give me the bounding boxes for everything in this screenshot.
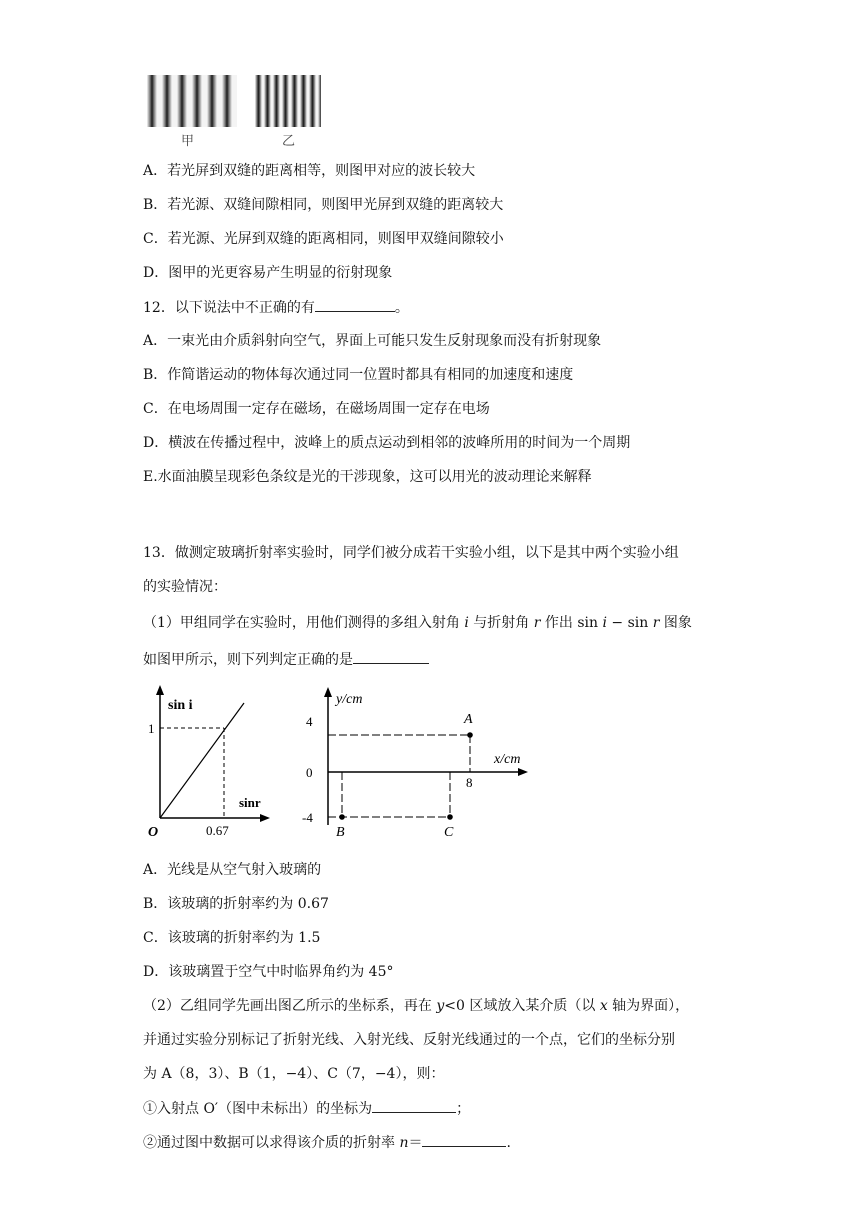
q13-option-b: B．该玻璃的折射率约为 0.67 bbox=[143, 896, 329, 912]
q13-option-c: C．该玻璃的折射率约为 1.5 bbox=[143, 930, 321, 946]
graph-jia-sin-i-sin-r bbox=[140, 683, 280, 843]
graph-yi-tick-4: 4 bbox=[306, 714, 313, 729]
graph-jia-tick-067: 0.67 bbox=[206, 823, 229, 838]
q13-part2-text-a: （2）乙组同学先画出图乙所示的坐标系，再在 bbox=[143, 998, 437, 1014]
graph-yi-coordinate-system bbox=[298, 683, 543, 843]
graph-jia-origin-label: O bbox=[148, 825, 159, 840]
q13-stem-line1: 13．做测定玻璃折射率实验时，同学们被分成若干实验小组，以下是其中两个实验小组 bbox=[143, 545, 679, 561]
q12-option-b: B．作简谐运动的物体每次通过同一位置时都具有相同的加速度和速度 bbox=[143, 367, 574, 383]
q13-part1-text-d: − sin bbox=[606, 615, 653, 631]
q13-part1-line2-text: 如图甲所示，则下列判定正确的是 bbox=[143, 652, 353, 668]
graph-yi-point-a bbox=[467, 732, 473, 738]
graph-yi-x-arrow bbox=[518, 768, 528, 776]
graph-yi-label-b: B bbox=[336, 825, 345, 840]
q13-var-r2: r bbox=[652, 615, 660, 631]
graph-jia-x-label: sinr bbox=[239, 795, 261, 810]
q13-part1-text-c: 作出 sin bbox=[540, 615, 603, 631]
q11-option-c: C．若光源、光屏到双缝的距离相同，则图甲双缝间隙较小 bbox=[143, 231, 504, 247]
q13-var-i2: i bbox=[602, 615, 607, 631]
q12-stem-end: 。 bbox=[394, 300, 409, 316]
fringe-pattern-jia bbox=[147, 75, 237, 127]
graph-yi-y-arrow bbox=[324, 687, 332, 697]
q13-sub2-equals: ＝ bbox=[408, 1135, 423, 1151]
q13-sub1 bbox=[143, 1098, 470, 1119]
fringe-pattern-yi bbox=[255, 75, 321, 127]
graph-yi-point-b bbox=[339, 814, 345, 820]
q13-sub2-answer-blank[interactable] bbox=[422, 1132, 506, 1147]
q13-part2-line2: 并通过实验分别标记了折射光线、入射光线、反射光线通过的一个点，它们的坐标分别 bbox=[143, 1032, 675, 1048]
q13-part1-answer-blank[interactable] bbox=[353, 649, 429, 664]
graph-jia-tick-1: 1 bbox=[148, 721, 155, 736]
q13-option-d: D．该玻璃置于空气中时临界角约为 45° bbox=[143, 964, 394, 980]
q13-part1-text-b: 与折射角 bbox=[468, 615, 534, 631]
graph-jia-y-arrow bbox=[156, 685, 164, 695]
q13-part2-line1 bbox=[143, 996, 689, 1016]
q12-option-c: C．在电场周围一定存在磁场，在磁场周围一定存在电场 bbox=[143, 401, 490, 417]
q13-part2-text-c: 轴为界面）， bbox=[607, 998, 690, 1014]
q13-part2-var-y: y bbox=[436, 998, 445, 1014]
q13-part1-text-a: （1）甲组同学在实验时，用他们测得的多组入射角 bbox=[143, 615, 465, 631]
q13-part1-line1 bbox=[143, 613, 692, 633]
q13-part1-line2 bbox=[143, 649, 429, 670]
q12-option-a: A．一束光由介质斜射向空气，界面上可能只发生反射现象而没有折射现象 bbox=[143, 333, 602, 349]
q13-sub2-var-n: n bbox=[399, 1135, 409, 1151]
graph-yi-label-c: C bbox=[444, 825, 454, 840]
graph-jia-y-label: sin i bbox=[168, 698, 193, 713]
q13-sub1-text: ①入射点 O′（图中未标出）的坐标为 bbox=[143, 1101, 373, 1117]
q13-sub1-end: ； bbox=[456, 1101, 471, 1117]
graph-yi-tick-0: 0 bbox=[306, 765, 313, 780]
fringe-label-jia: 甲 bbox=[181, 134, 195, 149]
q13-sub1-answer-blank[interactable] bbox=[372, 1098, 456, 1113]
graph-yi-tick-minus4: -4 bbox=[302, 810, 313, 825]
q13-sub2-text: ②通过图中数据可以求得该介质的折射率 bbox=[143, 1135, 400, 1151]
q13-var-r: r bbox=[533, 615, 541, 631]
graph-jia-x-arrow bbox=[260, 814, 270, 822]
graph-yi-x-label: x/cm bbox=[494, 752, 521, 767]
q12-stem bbox=[143, 297, 409, 318]
q11-option-a: A．若光屏到双缝的距离相等，则图甲对应的波长较大 bbox=[143, 163, 476, 179]
q13-stem-line2: 的实验情况： bbox=[143, 579, 227, 595]
q13-part1-text-e: 图象 bbox=[659, 615, 692, 631]
fringe-label-yi: 乙 bbox=[282, 134, 296, 149]
q13-option-a: A．光线是从空气射入玻璃的 bbox=[143, 862, 322, 878]
q12-stem-text: 12．以下说法中不正确的有 bbox=[143, 300, 315, 316]
q13-part2-line3: 为 A（8，3）、B（1，−4）、C（7，−4），则： bbox=[143, 1066, 445, 1082]
graph-yi-y-label: y/cm bbox=[336, 692, 363, 707]
q13-part2-var-x: x bbox=[599, 998, 608, 1014]
q13-var-i: i bbox=[464, 615, 469, 631]
graph-yi-point-c bbox=[447, 814, 453, 820]
q12-option-e: E.水面油膜呈现彩色条纹是光的干涉现象，这可以用光的波动理论来解释 bbox=[143, 469, 592, 485]
q13-part2-text-b: <0 区域放入某介质（以 bbox=[444, 998, 600, 1014]
q12-option-d: D．横波在传播过程中，波峰上的质点运动到相邻的波峰所用的时间为一个周期 bbox=[143, 435, 631, 451]
q11-option-b: B．若光源、双缝间隙相同，则图甲光屏到双缝的距离较大 bbox=[143, 197, 504, 213]
q13-sub2 bbox=[143, 1132, 511, 1153]
graph-yi-label-a: A bbox=[464, 712, 473, 727]
q13-sub2-end: . bbox=[506, 1135, 511, 1151]
graph-yi-tick-8: 8 bbox=[466, 775, 473, 790]
q11-option-d: D．图甲的光更容易产生明显的衍射现象 bbox=[143, 265, 393, 281]
q12-answer-blank[interactable] bbox=[315, 297, 395, 312]
graph-jia-data-line bbox=[160, 703, 244, 818]
